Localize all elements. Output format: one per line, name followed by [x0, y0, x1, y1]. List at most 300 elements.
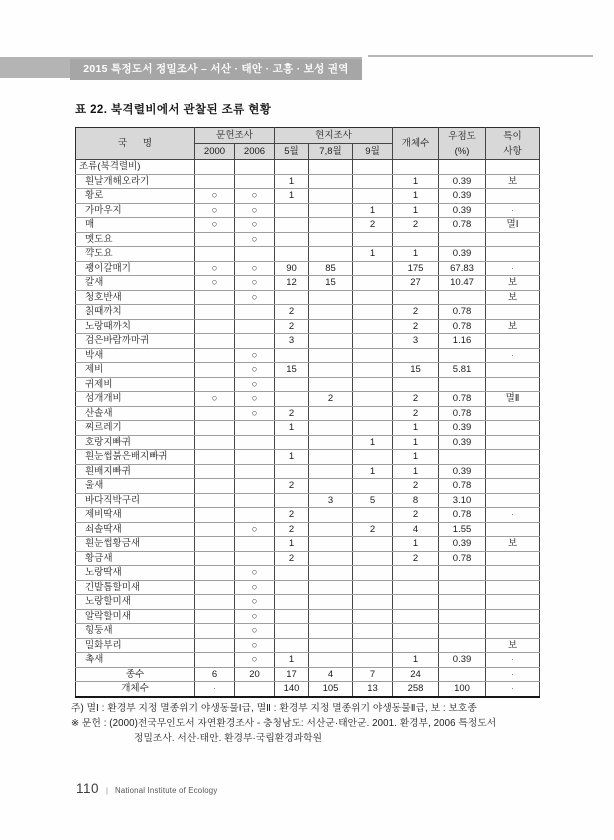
cell-count: 15: [393, 363, 439, 378]
cell-lit-2006: [235, 334, 275, 349]
table-row-species: [76, 653, 540, 668]
cell-count: 3: [393, 334, 439, 349]
cell-field-sep: 1: [353, 435, 393, 450]
cell-lit-2000: [195, 348, 235, 363]
cell-count: [393, 595, 439, 610]
cell-lit-2000: [195, 290, 235, 305]
cell-lit-2006: ○: [235, 232, 275, 247]
cell-dominance: 0.39: [439, 653, 486, 668]
table-row-species: [76, 450, 540, 465]
col-header-2000: 2000: [195, 144, 235, 160]
col-header-2006: 2006: [235, 144, 275, 160]
cell-lit-2006: ○: [235, 189, 275, 204]
table-row-species: [76, 609, 540, 624]
table-row-species: [76, 435, 540, 450]
cell-field-sep: 13: [353, 682, 393, 697]
table-row-species: [76, 566, 540, 581]
cell-species-name: 가마우지: [76, 203, 195, 218]
cell-count: 1: [393, 203, 439, 218]
cell-field-may: [275, 392, 309, 407]
cell-field-may: [275, 160, 309, 175]
cell-species-name: 제비: [76, 363, 195, 378]
cell-lit-2000: [195, 435, 235, 450]
cell-note: 멸Ⅱ: [486, 392, 540, 407]
cell-note: ·: [486, 653, 540, 668]
cell-species-name: 괭이갈매기: [76, 261, 195, 276]
table-row-group: [76, 160, 540, 175]
cell-count: 175: [393, 261, 439, 276]
cell-field-may: 1: [275, 189, 309, 204]
cell-dominance: 10.47: [439, 276, 486, 291]
cell-note: [486, 334, 540, 349]
cell-dominance: 0.39: [439, 537, 486, 552]
cell-note: [486, 595, 540, 610]
cell-field-sep: [353, 609, 393, 624]
cell-dominance: 5.81: [439, 363, 486, 378]
cell-field-sep: 5: [353, 493, 393, 508]
cell-field-sep: [353, 348, 393, 363]
cell-field-may: 2: [275, 508, 309, 523]
cell-note: 멸Ⅰ: [486, 218, 540, 233]
cell-species-name: 매: [76, 218, 195, 233]
cell-note: [486, 232, 540, 247]
cell-species-name: 울새: [76, 479, 195, 494]
cell-note: [486, 305, 540, 320]
cell-lit-2006: [235, 464, 275, 479]
cell-field-may: [275, 566, 309, 581]
cell-dominance: [439, 160, 486, 175]
cell-lit-2000: [195, 566, 235, 581]
cell-dominance: 0.78: [439, 551, 486, 566]
cell-note: ·: [486, 667, 540, 682]
cell-field-julaug: [309, 450, 353, 465]
cell-dominance: 0.78: [439, 305, 486, 320]
cell-dominance: 0.39: [439, 247, 486, 262]
cell-field-sep: 2: [353, 218, 393, 233]
cell-note: 보: [486, 174, 540, 189]
cell-field-julaug: [309, 203, 353, 218]
cell-field-julaug: [309, 580, 353, 595]
table-row-species: [76, 261, 540, 276]
cell-count: 2: [393, 319, 439, 334]
cell-note: [486, 189, 540, 204]
cell-field-may: 1: [275, 450, 309, 465]
cell-lit-2006: [235, 450, 275, 465]
cell-count: 2: [393, 305, 439, 320]
cell-field-sep: [353, 508, 393, 523]
cell-dominance: 67.83: [439, 261, 486, 276]
cell-field-sep: [353, 421, 393, 436]
cell-species-name: 호랑지빠귀: [76, 435, 195, 450]
cell-field-sep: [353, 334, 393, 349]
cell-species-name: 종수: [76, 667, 195, 682]
cell-field-may: 12: [275, 276, 309, 291]
cell-field-sep: [353, 160, 393, 175]
cell-lit-2006: ○: [235, 566, 275, 581]
cell-count: 2: [393, 508, 439, 523]
cell-lit-2000: ○: [195, 218, 235, 233]
cell-lit-2006: ○: [235, 348, 275, 363]
cell-dominance: 0.78: [439, 508, 486, 523]
cell-lit-2006: [235, 319, 275, 334]
cell-field-julaug: [309, 348, 353, 363]
cell-dominance: [439, 580, 486, 595]
cell-field-sep: 1: [353, 203, 393, 218]
table-row-species: [76, 522, 540, 537]
cell-lit-2006: ○: [235, 653, 275, 668]
cell-field-sep: 1: [353, 247, 393, 262]
col-header-dominance-line2: (%): [454, 145, 470, 157]
cell-dominance: 0.78: [439, 406, 486, 421]
cell-field-julaug: [309, 508, 353, 523]
cell-field-julaug: [309, 174, 353, 189]
cell-note: [486, 624, 540, 639]
cell-lit-2000: [195, 464, 235, 479]
cell-lit-2000: [195, 160, 235, 175]
cell-field-may: [275, 595, 309, 610]
cell-lit-2006: ○: [235, 363, 275, 378]
cell-field-sep: [353, 551, 393, 566]
cell-lit-2006: ○: [235, 377, 275, 392]
table-row-summary: [76, 667, 540, 682]
table-row-species: [76, 464, 540, 479]
cell-dominance: [439, 377, 486, 392]
cell-field-julaug: [309, 232, 353, 247]
cell-count: 1: [393, 189, 439, 204]
cell-field-sep: [353, 580, 393, 595]
cell-lit-2000: [195, 493, 235, 508]
cell-count: [393, 348, 439, 363]
cell-note: 보: [486, 276, 540, 291]
table-row-species: [76, 406, 540, 421]
page-number: 110: [76, 781, 100, 796]
table-row-species: [76, 580, 540, 595]
cell-count: 1: [393, 450, 439, 465]
cell-lit-2000: ○: [195, 203, 235, 218]
cell-note: ·: [486, 682, 540, 697]
cell-field-sep: [353, 261, 393, 276]
cell-lit-2006: ○: [235, 406, 275, 421]
cell-note: [486, 609, 540, 624]
cell-field-may: 2: [275, 522, 309, 537]
cell-lit-2006: [235, 174, 275, 189]
cell-lit-2000: [195, 580, 235, 595]
cell-lit-2006: [235, 551, 275, 566]
cell-species-name: 박새: [76, 348, 195, 363]
cell-field-julaug: [309, 464, 353, 479]
col-header-field-survey: 현지조사: [275, 128, 393, 144]
cell-field-sep: [353, 595, 393, 610]
cell-lit-2000: [195, 363, 235, 378]
cell-count: 258: [393, 682, 439, 697]
cell-count: [393, 609, 439, 624]
cell-count: 2: [393, 551, 439, 566]
cell-note: [486, 464, 540, 479]
cell-field-sep: [353, 537, 393, 552]
cell-field-julaug: [309, 435, 353, 450]
cell-lit-2000: [195, 406, 235, 421]
cell-note: [486, 435, 540, 450]
cell-species-name: 바다직박구리: [76, 493, 195, 508]
cell-field-sep: 1: [353, 464, 393, 479]
cell-field-may: 2: [275, 479, 309, 494]
cell-field-sep: [353, 174, 393, 189]
cell-lit-2000: [195, 537, 235, 552]
cell-lit-2006: [235, 479, 275, 494]
cell-lit-2000: [195, 479, 235, 494]
cell-field-sep: [353, 189, 393, 204]
cell-field-may: 1: [275, 653, 309, 668]
cell-note: [486, 493, 540, 508]
cell-field-sep: [353, 566, 393, 581]
cell-dominance: 0.39: [439, 189, 486, 204]
cell-species-name: 검은바람까마귀: [76, 334, 195, 349]
cell-count: 2: [393, 479, 439, 494]
cell-field-julaug: [309, 363, 353, 378]
cell-note: [486, 566, 540, 581]
cell-field-julaug: [309, 247, 353, 262]
cell-note: [486, 551, 540, 566]
cell-field-may: 2: [275, 406, 309, 421]
cell-species-name: 흰날개해오라기: [76, 174, 195, 189]
cell-note: 보: [486, 290, 540, 305]
cell-count: [393, 232, 439, 247]
cell-lit-2000: [195, 450, 235, 465]
cell-field-may: 2: [275, 319, 309, 334]
cell-count: 1: [393, 247, 439, 262]
cell-lit-2000: [195, 522, 235, 537]
cell-note: ·: [486, 203, 540, 218]
cell-note: [486, 363, 540, 378]
col-header-count: 개체수: [393, 128, 439, 160]
cell-dominance: [439, 624, 486, 639]
col-header-note: [486, 128, 540, 160]
cell-field-sep: [353, 653, 393, 668]
cell-field-may: [275, 493, 309, 508]
cell-field-may: [275, 218, 309, 233]
cell-dominance: [439, 595, 486, 610]
cell-field-sep: [353, 290, 393, 305]
table-title: 표 22. 북격렬비에서 관찰된 조류 현황: [75, 104, 272, 116]
cell-field-may: [275, 638, 309, 653]
cell-field-julaug: [309, 551, 353, 566]
cell-lit-2000: [195, 247, 235, 262]
cell-field-julaug: [309, 522, 353, 537]
cell-field-julaug: 4: [309, 667, 353, 682]
table-row-species: [76, 493, 540, 508]
cell-count: 1: [393, 653, 439, 668]
cell-dominance: 0.39: [439, 174, 486, 189]
cell-field-may: [275, 247, 309, 262]
cell-lit-2006: [235, 493, 275, 508]
cell-note: 보: [486, 638, 540, 653]
cell-field-julaug: 3: [309, 493, 353, 508]
cell-field-may: 1: [275, 421, 309, 436]
cell-field-may: [275, 377, 309, 392]
cell-lit-2000: [195, 624, 235, 639]
cell-dominance: 3.10: [439, 493, 486, 508]
cell-species-name: 힝둥새: [76, 624, 195, 639]
cell-species-name: 조류(북격렬비): [76, 160, 195, 175]
cell-species-name: 제비딱새: [76, 508, 195, 523]
cell-dominance: 0.39: [439, 421, 486, 436]
cell-lit-2006: ○: [235, 638, 275, 653]
col-header-julaug: 7,8월: [309, 144, 353, 160]
cell-lit-2000: [195, 609, 235, 624]
table-header: [76, 128, 540, 160]
cell-lit-2006: ○: [235, 392, 275, 407]
cell-field-may: [275, 348, 309, 363]
table-row-species: [76, 363, 540, 378]
cell-field-may: 15: [275, 363, 309, 378]
cell-note: ·: [486, 261, 540, 276]
footer-institute: National Institute of Ecology: [114, 786, 218, 795]
cell-count: 24: [393, 667, 439, 682]
cell-lit-2006: [235, 160, 275, 175]
cell-dominance: 0.39: [439, 435, 486, 450]
cell-dominance: 1.16: [439, 334, 486, 349]
cell-lit-2006: ○: [235, 624, 275, 639]
cell-field-sep: [353, 392, 393, 407]
cell-field-may: [275, 624, 309, 639]
cell-dominance: [439, 290, 486, 305]
cell-species-name: 쇠솔딱새: [76, 522, 195, 537]
cell-lit-2000: [195, 232, 235, 247]
cell-dominance: [439, 566, 486, 581]
cell-species-name: 황로: [76, 189, 195, 204]
table-row-species: [76, 348, 540, 363]
table-row-summary: [76, 682, 540, 697]
cell-count: 1: [393, 537, 439, 552]
cell-lit-2000: [195, 595, 235, 610]
cell-note: [486, 522, 540, 537]
cell-lit-2006: [235, 435, 275, 450]
page-footer: [76, 781, 217, 796]
cell-lit-2000: [195, 551, 235, 566]
cell-lit-2000: [195, 377, 235, 392]
cell-field-may: [275, 232, 309, 247]
cell-field-julaug: [309, 319, 353, 334]
cell-note: [486, 406, 540, 421]
header-band-title: 2015 특정도서 정밀조사 – 서산 · 태안 · 고흥 · 보성 권역: [70, 59, 362, 80]
cell-count: 4: [393, 522, 439, 537]
cell-lit-2006: ○: [235, 261, 275, 276]
table-row-species: [76, 218, 540, 233]
header-rule: [368, 55, 593, 57]
cell-dominance: [439, 667, 486, 682]
cell-note: [486, 421, 540, 436]
cell-lit-2000: [195, 334, 235, 349]
table-row-species: [76, 276, 540, 291]
cell-lit-2000: [195, 638, 235, 653]
cell-species-name: 멧도요: [76, 232, 195, 247]
table-row-species: [76, 551, 540, 566]
table-row-species: [76, 290, 540, 305]
cell-field-julaug: [309, 290, 353, 305]
cell-species-name: 섬개개비: [76, 392, 195, 407]
cell-field-may: 1: [275, 174, 309, 189]
cell-dominance: 0.78: [439, 218, 486, 233]
cell-note: [486, 247, 540, 262]
cell-lit-2006: ○: [235, 276, 275, 291]
cell-note: 보: [486, 319, 540, 334]
cell-note: [486, 479, 540, 494]
cell-lit-2006: 20: [235, 667, 275, 682]
cell-count: [393, 160, 439, 175]
table-row-species: [76, 334, 540, 349]
cell-field-may: 2: [275, 551, 309, 566]
cell-count: [393, 290, 439, 305]
cell-lit-2000: [195, 305, 235, 320]
table-row-species: [76, 174, 540, 189]
note-reference-line2: 정밀조사. 서산·태안. 환경부·국립환경과학원: [134, 733, 323, 744]
table-row-species: [76, 377, 540, 392]
cell-field-may: 1: [275, 537, 309, 552]
cell-note: [486, 580, 540, 595]
cell-field-sep: [353, 363, 393, 378]
cell-species-name: 청호반새: [76, 290, 195, 305]
table-row-species: [76, 638, 540, 653]
cell-species-name: 귀제비: [76, 377, 195, 392]
table-row-species: [76, 624, 540, 639]
cell-field-julaug: 85: [309, 261, 353, 276]
table-row-species: [76, 203, 540, 218]
cell-count: 1: [393, 464, 439, 479]
cell-species-name: 노랑때까치: [76, 319, 195, 334]
cell-field-sep: [353, 479, 393, 494]
cell-field-julaug: [309, 653, 353, 668]
cell-dominance: [439, 638, 486, 653]
cell-species-name: 흰눈썹황금새: [76, 537, 195, 552]
cell-lit-2006: ○: [235, 580, 275, 595]
cell-field-sep: [353, 638, 393, 653]
cell-species-name: 노랑딱새: [76, 566, 195, 581]
cell-field-julaug: [309, 406, 353, 421]
cell-lit-2000: ·: [195, 682, 235, 697]
table-row-species: [76, 479, 540, 494]
cell-lit-2006: [235, 305, 275, 320]
cell-field-julaug: [309, 479, 353, 494]
cell-species-name: 알락할미새: [76, 609, 195, 624]
cell-species-name: 개체수: [76, 682, 195, 697]
table-row-species: [76, 392, 540, 407]
bird-observation-table: [75, 127, 540, 698]
cell-field-sep: [353, 624, 393, 639]
cell-dominance: 0.78: [439, 392, 486, 407]
cell-field-may: 90: [275, 261, 309, 276]
table-row-species: [76, 595, 540, 610]
col-header-dominance: [439, 128, 486, 160]
cell-lit-2000: ○: [195, 189, 235, 204]
cell-count: 2: [393, 406, 439, 421]
cell-species-name: 황금새: [76, 551, 195, 566]
cell-lit-2000: [195, 508, 235, 523]
cell-lit-2000: 6: [195, 667, 235, 682]
cell-species-name: 촉새: [76, 653, 195, 668]
cell-count: 2: [393, 392, 439, 407]
cell-field-sep: [353, 276, 393, 291]
cell-field-may: 2: [275, 305, 309, 320]
cell-lit-2000: [195, 319, 235, 334]
col-header-note-line2: 사항: [503, 145, 522, 157]
cell-field-julaug: [309, 537, 353, 552]
cell-count: 1: [393, 421, 439, 436]
cell-lit-2006: [235, 537, 275, 552]
cell-count: 1: [393, 435, 439, 450]
cell-lit-2006: [235, 682, 275, 697]
cell-lit-2000: [195, 653, 235, 668]
cell-field-sep: [353, 305, 393, 320]
